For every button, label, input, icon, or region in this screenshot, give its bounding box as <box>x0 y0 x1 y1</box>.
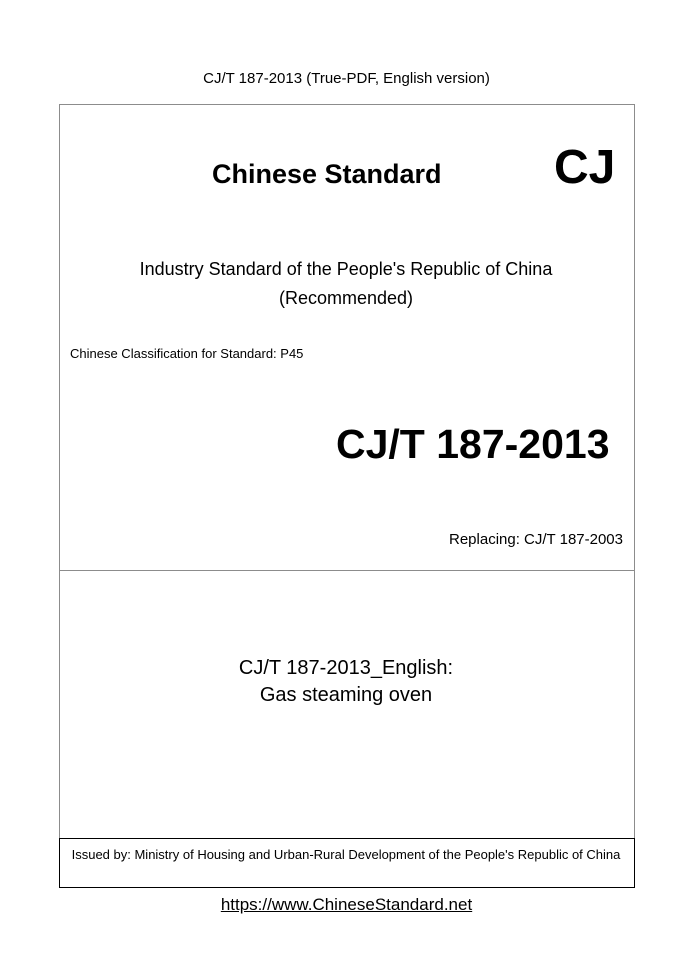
document-code-title: CJ/T 187-2013_English: <box>238 657 454 679</box>
issuer-text: Issued by: Ministry of Housing and Urban-Rural Development of the People's Republic of China <box>71 847 621 862</box>
recommended-line: (Recommended) <box>278 288 414 308</box>
replacing-text: Replacing: CJ/T 187-2003 <box>449 531 623 548</box>
cover-heading: Chinese Standard <box>212 159 442 189</box>
website-link[interactable]: https://www.ChineseStandard.net <box>220 895 473 914</box>
industry-standard-line: Industry Standard of the People's Republic of China <box>139 259 553 279</box>
footer <box>0 895 693 915</box>
standard-mark: CJ <box>554 141 616 194</box>
classification-text: Chinese Classification for Standard: P45 <box>70 346 304 361</box>
document-name-title: Gas steaming oven <box>259 684 433 706</box>
page-header: CJ/T 187-2013 (True-PDF, English version) <box>203 70 490 87</box>
standard-number: CJ/T 187-2013 <box>336 421 610 467</box>
